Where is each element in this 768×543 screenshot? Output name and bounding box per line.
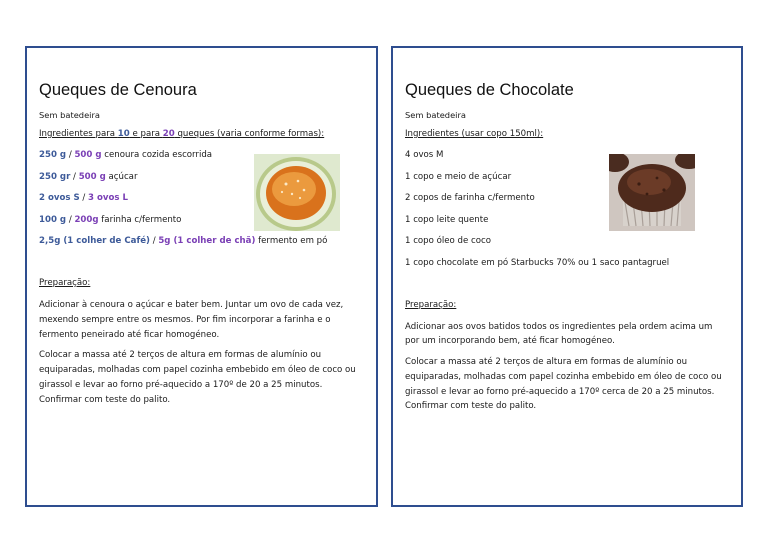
separator: / (66, 214, 75, 225)
ing-head-qty-20: 20 (162, 129, 175, 139)
ingredients-heading (39, 128, 364, 140)
qty-small: 100 g (39, 214, 67, 225)
carrot-recipe-card (25, 46, 378, 507)
chocolate-muffin-photo (609, 154, 695, 231)
separator: / (70, 171, 79, 182)
qty-small: 250 g (39, 150, 67, 160)
ing-head-text: queques (varia conforme formas): (174, 129, 325, 139)
ing-head-qty-10: 10 (117, 129, 130, 139)
qty-large: 3 ovos L (88, 193, 129, 203)
separator: / (66, 150, 75, 160)
carrot-muffin-photo (254, 154, 340, 231)
ingredients-heading: Ingredientes (usar copo 150ml): (405, 129, 544, 139)
ingredient-name: açúcar (105, 171, 138, 182)
ingredient-line (39, 235, 364, 247)
preparation-paragraph: Colocar a massa até 2 terços de altura em formas de alumínio ou equiparadas, molhadas com papel cozinha embebido em óleo de coco ou girassol e levar ao forno pré-aquecido a 170º de 20 a 25 minutos. Confirmar com teste do palito. (39, 350, 356, 405)
recipe-title: Queques de Chocolate (405, 81, 574, 99)
separator: / (79, 193, 89, 203)
preparation-paragraph: Adicionar à cenoura o açúcar e bater bem. Juntar um ovo de cada vez, mexendo sempre entre os mesmos. Por fim incorporar a farinha e o fermento peneirado até ficar homogéneo. (39, 300, 344, 340)
ingredient-line: 4 ovos M (405, 150, 444, 160)
qty-large: 200g (74, 214, 99, 225)
ing-head-text: Ingredientes para (39, 129, 118, 139)
qty-large: 500 g (78, 171, 106, 182)
ingredient-name: farinha c/fermento (98, 214, 182, 225)
qty-large: 5g (1 colher de chã) (158, 236, 256, 246)
ingredient-line: 1 copo óleo de coco (405, 236, 491, 246)
recipe-subtitle: Sem batedeira (405, 110, 466, 120)
ingredient-name: fermento em pó (255, 236, 328, 246)
preparation-paragraph: Adicionar aos ovos batidos todos os ingredientes pela ordem acima um por um incorporando bem, até ficar homogéneo. (405, 321, 713, 347)
ingredient-line: 1 copo chocolate em pó Starbucks 70% ou 1 saco pantagruel (405, 257, 670, 268)
ing-head-text: e para (129, 129, 163, 139)
separator: / (149, 236, 159, 246)
preparation-paragraph: Colocar a massa até 2 terços de altura em formas de alumínio ou equiparadas, molhadas com papel cozinha embebido em óleo de coco ou girassol e levar ao forno pré-aquecido a 170º cerca de 20 a 25 minutos. Confirmar com teste do palito. (405, 357, 722, 412)
qty-small: 2 ovos S (39, 193, 80, 203)
recipe-subtitle: Sem batedeira (39, 110, 100, 120)
ingredient-name: cenoura cozida escorrida (101, 150, 213, 160)
qty-large: 500 g (74, 150, 102, 160)
ingredient-line: 1 copo e meio de açúcar (405, 171, 512, 182)
preparation-heading: Preparação: (39, 278, 91, 288)
chocolate-recipe-card (391, 46, 743, 507)
ingredient-line: 2 copos de farinha c/fermento (405, 193, 535, 203)
recipe-title: Queques de Cenoura (39, 81, 197, 99)
qty-small: 250 gr (39, 171, 71, 182)
ingredient-line: 1 copo leite quente (405, 214, 489, 225)
preparation-heading: Preparação: (405, 299, 457, 310)
qty-small: 2,5g (1 colher de Café) (39, 236, 150, 246)
